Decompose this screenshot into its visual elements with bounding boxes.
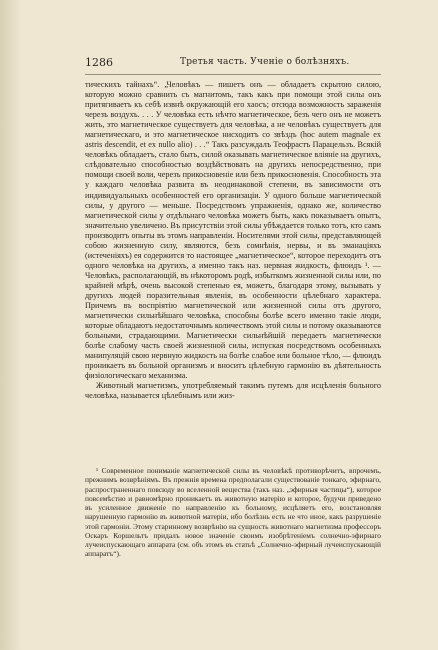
page-number: 1286: [85, 56, 113, 69]
main-text: [85, 80, 381, 402]
page-edge-shadow: [0, 0, 22, 650]
page-header: [85, 56, 380, 72]
header-rule: [85, 74, 381, 75]
footnote-text: ¹ Современное пониманіе магнетической силы въ человѣкѣ противорѣчитъ, впрочемъ, прежнимъ возврѣніямъ. Въ прежнія времена предполагали существованіе тонкаго, эфирнаго, распространеннаго повсюду во вселенной вещества (такъ наз. „эфирныя частицы“), которое повсемѣстно и равномѣрно проникаетъ въ животную матерію и которое, будучи приведено въ усиленное движеніе по направленію къ больному, исцѣляетъ его, возстановляя нарушенную гармонію въ животной матеріи, ибо болѣзнь есть не что иное, какъ разрушеніе этой гармоніи. Этому старинному возврѣнію на сущность животнаго магнетизма профессоръ Оскаръ Коршельтъ придалъ новое значеніе своимъ изобрѣтеніемъ солнечно-эфирнаго лучеиспускающаго аппарата (см. объ этомъ въ статьѣ „Солнечно-эфирный лучеиспускающій аппаратъ“).: [85, 466, 381, 559]
paragraph-2: Животный магнетизмъ, употребляемый такимъ путемъ для исцѣленія больного человѣка, называется цѣлебнымъ или жиз-: [85, 381, 381, 401]
running-title: Третья часть. Ученіе о болѣзняхъ.: [180, 57, 350, 67]
paragraph-1: тическихъ тайнахъ“. „Человѣкъ — пишетъ онъ — обладаетъ скрытою силою, которую можно сравнить съ магнитомъ, такъ какъ при помощи этой силы онъ притягиваетъ къ себѣ извнѣ окружающій его хаосъ; отсюда возможность зараженія черезъ воздухъ. . . . У человѣка есть нѣчто магнетическое, безъ чего онъ не можетъ жить, это магнетическое существуетъ для человѣка, а не человѣкъ существуетъ для магнетическаго, и это магнетическое нисходитъ со звѣздъ (hoc autem magnale ex astris descendit, et ex nullo alio) . . .“ Такъ разсуждалъ Теофрастъ Парацельзъ. Всякій человѣкъ обладаетъ, стало быть, силой оказывать магнетическое вліяніе на другихъ, слѣдовательно способностью воздѣйствовать на другихъ непосредственно, при помощи своей воли, черезъ прикосновеніе или безъ прикосновенія. Способность эта у каждаго человѣка развита въ неодинаковой степени, въ зависимости отъ индивидуальныхъ особенностей его организаціи. У одного больше магнетической силы, у другого — меньше. Посредствомъ упражненія, однако же, количество магнетической силы у отдѣльнаго человѣка можетъ быть, какъ показываетъ опытъ, значительно увеличено. Въ присутствіи этой силы убѣждается только тотъ, кто самъ производитъ опыты въ этомъ направленіи. Носителями этой силы, представляющей собою жизненную силу, являются, безъ сомнѣнія, нервы, и въ эманаціяхъ (истеченіяхъ) ея содержится то настоящее „магнетическое“, которое переходитъ отъ одного человѣка на другихъ, а именно такъ наз. нервная жидкость, флюидъ ¹. — Человѣкъ, располагающій, въ нѣкоторомъ родѣ, избыткомъ жизненной силы или, по крайней мѣрѣ, очень высокой степенью ея, можетъ, благодаря этому, вызывать у другихъ людей поразительныя явленія, въ особенности цѣлебнаго характера. Причемъ въ воспріятію магнетической или жизненной силы отъ другого, магнетически сильнѣйшаго человѣка, способны болѣе всего именно такіе люди, которые обладаютъ недостаточнымъ количествомъ этой силы и потому оказываются больными, страдающими. Магнетически сильнѣйшій передаетъ магнетически болѣе слабому часть своей жизненной силы, испуская посредствомъ особенныхъ манипуляцій свою нервную жидкость на болѣе слабое или больное тѣло, — флюидъ проникаетъ въ больной организмъ и вноситъ цѣлебную гармонію въ дѣятельность физіологическаго механизма.: [85, 80, 381, 381]
footnote: [85, 466, 381, 559]
